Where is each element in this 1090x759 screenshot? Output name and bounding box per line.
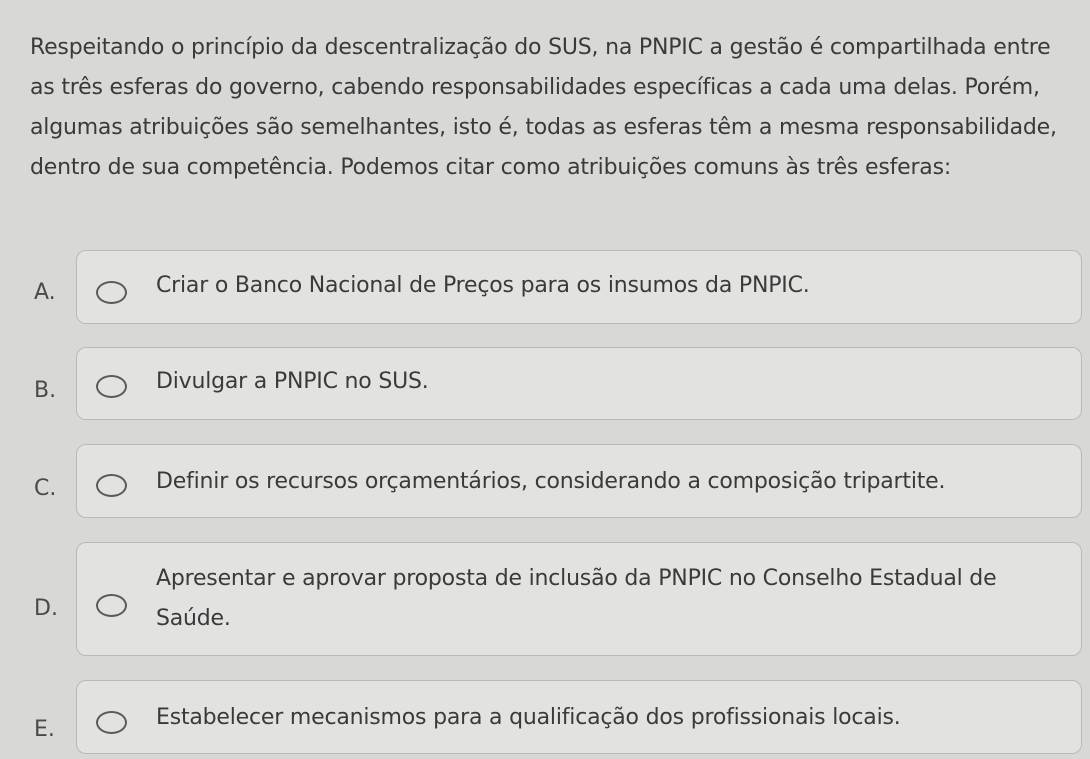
option-d-text: Apresentar e aprovar proposta de inclusão da PNPIC no Conselho Estadual de Saúde.: [156, 566, 997, 631]
option-a-radio[interactable]: [96, 281, 127, 304]
option-e-text: Estabelecer mecanismos para a qualificação dos profissionais locais.: [156, 705, 901, 730]
option-d-radio[interactable]: [96, 594, 127, 617]
option-b-radio[interactable]: [96, 375, 127, 398]
option-c-letter: C.: [34, 476, 57, 501]
question-text: Respeitando o princípio da descentralização do SUS, na PNPIC a gestão é compartilhada entre as três esferas do governo, cabendo responsabilidades específicas a cada uma delas. Porém, algumas atribuições são semelhantes, isto é, todas as esferas têm a mesma responsabilidade, dentro de sua competência. Podemos citar como atribuições comuns às três esferas:: [30, 35, 1057, 180]
option-b-text: Divulgar a PNPIC no SUS.: [156, 369, 429, 394]
option-e-letter: E.: [34, 717, 55, 742]
option-c-text: Definir os recursos orçamentários, considerando a composição tripartite.: [156, 469, 946, 494]
option-d-letter: D.: [34, 596, 58, 621]
option-b-letter: B.: [34, 378, 57, 403]
option-a-text: Criar o Banco Nacional de Preços para os insumos da PNPIC.: [156, 273, 810, 298]
option-c-radio[interactable]: [96, 474, 127, 497]
option-a-letter: A.: [34, 280, 56, 305]
option-e-radio[interactable]: [96, 711, 127, 734]
